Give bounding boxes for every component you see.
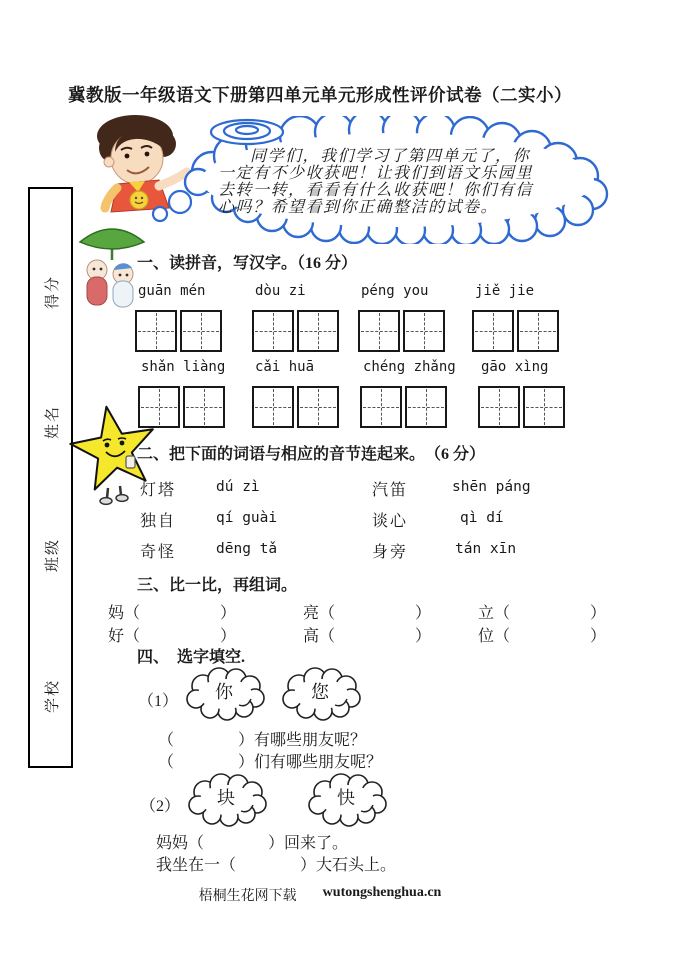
pinyin-label: gāo xìng [481,359,549,375]
section3-heading: 三、比一比，再组词。 [137,577,298,594]
word-form-cell: 高（ ） [303,628,432,645]
tianzige-box [360,386,402,428]
tianzige-box [252,386,294,428]
tianzige-box [403,310,445,352]
pinyin-label: guān mén [138,283,206,299]
writing-unit [358,283,446,352]
tianzige-box [183,386,225,428]
pinyin-label: péng you [361,283,429,299]
word-form-cell: 立（ ） [478,605,607,622]
tianzige-box [180,310,222,352]
tianzige-box [358,310,400,352]
character-grid-pair [360,386,448,428]
match-word: 独自 [140,513,177,530]
match-word: 奇怪 [140,544,177,561]
writing-unit [252,359,340,428]
option-cloud [182,770,270,828]
character-grid-pair [478,386,566,428]
match-word: 灯塔 [140,482,177,499]
fill-blank-sentence: （ ）有哪些朋友呢？ [158,732,367,749]
match-word: 谈心 [372,513,409,530]
section1-heading: 一、读拼音，写汉字。（16 分） [137,255,358,272]
match-row [0,477,687,499]
footer-site-url: wutongshenghua.cn [322,885,442,900]
info-label-score: 得分 [44,275,61,310]
footer-site-name: 梧桐生花网下载 [198,889,297,904]
match-pinyin: qí guài [216,510,278,526]
character-grid-pair [472,310,560,352]
tianzige-box [252,310,294,352]
option-character: 快 [337,788,355,808]
speech-line: 一定有不少收获吧！让我们到语文乐园里 [218,165,534,182]
option-character: 你 [215,682,233,702]
tianzige-box [517,310,559,352]
writing-unit [478,359,566,428]
match-pinyin: dēng tǎ [216,541,278,557]
speech-line: 心吗？希望看到你正确整洁的试卷。 [218,199,499,216]
option-character: 您 [311,682,329,702]
word-form-cell: 位（ ） [478,628,607,645]
word-form-cell: 妈（ ） [108,605,237,622]
tianzige-box [472,310,514,352]
word-form-cell: 亮（ ） [303,605,432,622]
word-form-cell: 好（ ） [108,628,237,645]
match-pinyin: shēn páng [452,479,531,495]
question2-label: （2） [140,798,181,815]
section4-heading: 四、 选字填空. [137,649,246,666]
match-pinyin: dú zì [216,479,260,495]
option-cloud [302,770,390,828]
tianzige-box [138,386,180,428]
fill-blank-sentence: 妈妈（ ）回来了。 [156,835,349,852]
option-character: 块 [217,788,235,808]
match-row [0,539,687,561]
speech-bubble [148,116,626,244]
pinyin-label: dòu zi [255,283,306,299]
character-grid-pair [252,310,340,352]
match-pinyin: qì dí [460,510,504,526]
speech-line: 去转一转，看看有什么收获吧！你们有信 [218,182,534,199]
writing-unit [252,283,340,352]
match-word: 身旁 [372,544,409,561]
tianzige-box [135,310,177,352]
info-label-class: 班级 [44,538,61,573]
page-title: 冀教版一年级语文下册第四单元单元形成性评价试卷（二实小） [68,85,572,105]
fill-blank-sentence: 我坐在一（ ）大石头上。 [156,857,397,874]
character-grid-pair [138,386,226,428]
pinyin-label: jiě jie [475,283,535,299]
word-form-row [0,623,687,645]
writing-unit [138,359,226,428]
speech-line: 同学们，我们学习了第四单元了，你 [250,148,531,165]
pinyin-label: shǎn liàng [141,359,226,375]
writing-unit [472,283,560,352]
match-pinyin: tán xīn [455,541,517,557]
tianzige-box [478,386,520,428]
section2-heading: 二、把下面的词语与相应的音节连起来。 （6 分） [137,446,486,463]
tianzige-box [297,386,339,428]
tianzige-box [523,386,565,428]
pinyin-label: cǎi huā [255,359,315,375]
tianzige-box [405,386,447,428]
fill-blank-sentence: （ ）们有哪些朋友呢？ [158,754,383,771]
info-label-school: 学校 [44,679,61,714]
info-label-name: 姓名 [44,405,61,440]
page-footer [0,885,640,905]
option-cloud [180,664,268,722]
tianzige-box [297,310,339,352]
option-cloud [276,664,364,722]
writing-unit [135,283,223,352]
match-word: 汽笛 [372,482,409,499]
word-form-row [0,600,687,622]
character-grid-pair [252,386,340,428]
question1-label: （1） [138,693,179,710]
speech-bubble-text [218,148,590,216]
character-grid-pair [135,310,223,352]
writing-unit [360,359,456,428]
match-row [0,508,687,530]
character-grid-pair [358,310,446,352]
pinyin-label: chéng zhǎng [363,359,456,375]
